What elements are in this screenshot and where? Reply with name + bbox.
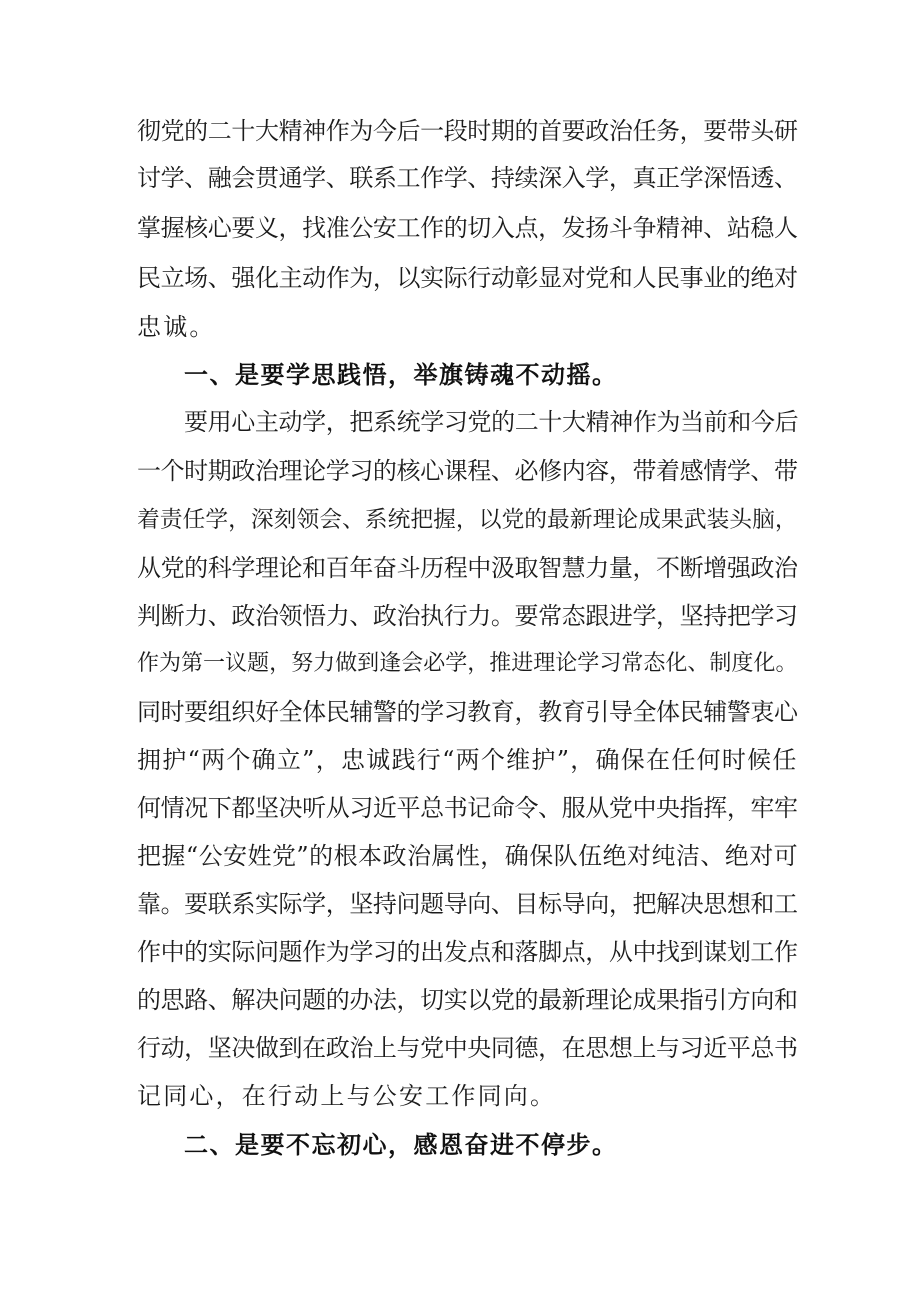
paragraph-line: 记同心，在行动上与公安工作同向。 [137, 1082, 557, 1110]
paragraph-line: 民立场、强化主动作为，以实际行动彰显对党和人民事业的绝对 [137, 264, 798, 292]
section-heading-1: 一、是要学思践悟，举旗铸魂不动摇。 [184, 361, 618, 389]
paragraph-line: 从党的科学理论和百年奋斗历程中汲取智慧力量，不断增强政治 [137, 554, 798, 582]
paragraph-line: 作为第一议题，努力做到逢会必学，推进理论学习常态化、制度化。 [137, 651, 798, 676]
paragraph-line: 要用心主动学，把系统学习党的二十大精神作为当前和今后 [184, 408, 799, 436]
paragraph-line: 彻党的二十大精神作为今后一段时期的首要政治任务，要带头研 [137, 117, 798, 145]
paragraph-line: 的思路、解决问题的办法，切实以党的最新理论成果指引方向和 [137, 986, 798, 1014]
paragraph-line: 一个时期政治理论学习的核心课程、必修内容，带着感情学、带 [137, 457, 798, 485]
paragraph-line: 讨学、融会贯通学、联系工作学、持续深入学，真正学深悟透、 [137, 164, 798, 192]
paragraph-line: 忠诚。 [137, 313, 216, 341]
paragraph-line: 掌握核心要义，找准公安工作的切入点，发扬斗争精神、站稳人 [137, 214, 798, 242]
paragraph-line: 判断力、政治领悟力、政治执行力。要常态跟进学，坚持把学习 [137, 602, 798, 630]
paragraph-line: 作中的实际问题作为学习的出发点和落脚点，从中找到谋划工作 [137, 938, 798, 966]
paragraph-line: 把握“公安姓党”的根本政治属性，确保队伍绝对纯洁、绝对可 [137, 842, 799, 870]
paragraph-line: 行动，坚决做到在政治上与党中央同德，在思想上与习近平总书 [137, 1034, 798, 1062]
paragraph-line: 拥护“两个确立”，忠诚践行“两个维护”，确保在任何时候任 [137, 746, 798, 774]
section-heading-2: 二、是要不忘初心，感恩奋进不停步。 [184, 1131, 618, 1159]
paragraph-line: 靠。要联系实际学，坚持问题导向、目标导向，把解决思想和工 [137, 890, 798, 918]
paragraph-line: 同时要组织好全体民辅警的学习教育，教育引导全体民辅警衷心 [137, 698, 798, 726]
paragraph-line: 着责任学，深刻领会、系统把握，以党的最新理论成果武装头脑， [137, 507, 798, 533]
paragraph-line: 何情况下都坚决听从习近平总书记命令、服从党中央指挥，牢牢 [137, 794, 798, 822]
